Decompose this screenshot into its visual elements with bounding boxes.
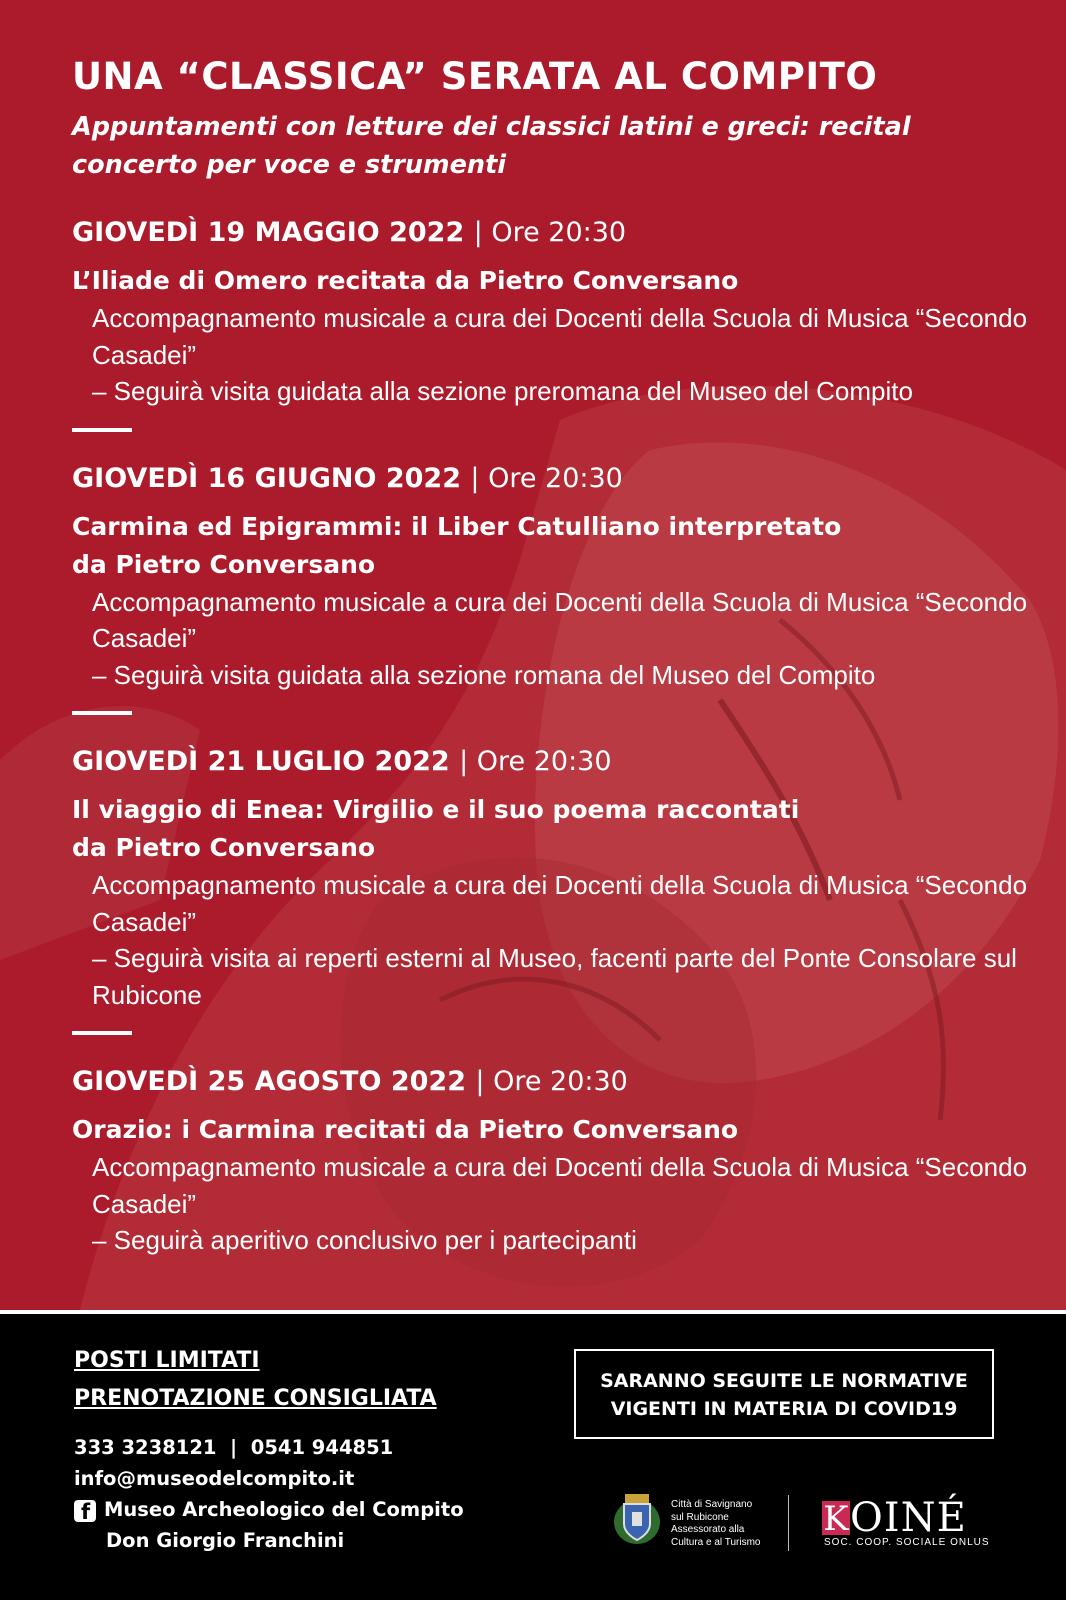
event-accompaniment: Accompagnamento musicale a cura dei Docenti della Scuola di Musica “Secondo Casadei” (92, 1152, 1028, 1219)
event-accompaniment: Accompagnamento musicale a cura dei Docenti della Scuola di Musica “Secondo Casadei” (92, 586, 1028, 653)
covid-notice-line-1: SARANNO SEGUITE LE NORMATIVE (600, 1370, 968, 1392)
facebook-page-name[interactable]: Museo Archeologico del Compito (104, 1498, 464, 1521)
divider-line (0, 1310, 1066, 1314)
poster-content (72, 52, 1032, 1259)
logo-divider (788, 1495, 789, 1551)
event-title: Carmina ed Epigrammi: il Liber Catulliano interpretato da Pietro Conversano (72, 511, 842, 579)
event-title: L’Iliade di Omero recitata da Pietro Conversano (72, 266, 739, 295)
comune-text-block (671, 1499, 760, 1549)
booking-recommended-text: PRENOTAZIONE CONSIGLIATA (74, 1386, 437, 1411)
facebook-icon: f (74, 1500, 96, 1522)
event-time: | Ore 20:30 (470, 462, 623, 494)
email-link[interactable]: info@museodelcompito.it (74, 1467, 355, 1490)
event-title: Il viaggio di Enea: Virgilio e il suo poema raccontati da Pietro Conversano (72, 795, 800, 862)
covid-notice-line-2: VIGENTI IN MATERIA DI COVID19 (610, 1398, 958, 1420)
event-date-line (72, 1063, 1032, 1101)
event-separator (72, 711, 132, 715)
event-2 (72, 460, 1032, 716)
event-date-line (72, 743, 1032, 781)
event-time: | Ore 20:30 (475, 1066, 628, 1097)
event-visit-note: – Seguirà visita ai reperti esterni al Museo, facenti parte del Ponte Consolare sul Rubicone (92, 943, 1017, 1010)
event-visit-note: – Seguirà visita guidata alla sezione romana del Museo del Compito (92, 659, 876, 690)
event-date: GIOVEDÌ 21 LUGLIO 2022 (72, 746, 450, 777)
phone-numbers[interactable]: 333 3238121 | 0541 944851 (74, 1436, 394, 1459)
event-accompaniment: Accompagnamento musicale a cura dei Docenti della Scuola di Musica “Secondo Casadei” (92, 870, 1028, 937)
limited-seats-text: POSTI LIMITATI (74, 1348, 260, 1373)
event-description (92, 1149, 1032, 1259)
comune-text-line: sul Rubicone (671, 1511, 729, 1523)
event-date: GIOVEDÌ 16 GIUGNO 2022 (72, 462, 461, 494)
event-date-line (72, 214, 1032, 252)
comune-text-line: Cultura e al Turismo (671, 1536, 761, 1548)
event-visit-note: – Seguirà aperitivo conclusivo per i partecipanti (92, 1225, 637, 1255)
facebook-page-subname: Don Giorgio Franchini (106, 1529, 345, 1552)
koine-logo-word: OINÉ (850, 1495, 967, 1541)
event-separator (72, 428, 132, 432)
event-accompaniment: Accompagnamento musicale a cura dei Docenti della Scuola di Musica “Secondo Casadei” (92, 303, 1028, 370)
event-time: | Ore 20:30 (459, 746, 612, 777)
koine-logo-k: K (823, 1499, 849, 1539)
event-separator (72, 1031, 132, 1035)
event-time: | Ore 20:30 (473, 217, 627, 248)
covid-notice-box (574, 1349, 994, 1439)
poster-subtitle: Appuntamenti con letture dei classici latini e greci: recital concerto per voce e strumenti (72, 112, 911, 180)
event-title: Orazio: i Carmina recitati da Pietro Conversano (72, 1115, 739, 1144)
event-3 (72, 743, 1032, 1035)
event-4 (72, 1063, 1032, 1259)
event-visit-note: – Seguirà visita guidata alla sezione preromana del Museo del Compito (92, 376, 913, 406)
comune-crest-icon (612, 1488, 662, 1548)
event-description (92, 584, 1032, 694)
comune-text-line: Città di Savignano (671, 1499, 753, 1510)
event-date-line (72, 460, 1032, 498)
comune-text-line: Assessorato alla (671, 1524, 745, 1535)
event-description (92, 300, 1032, 410)
poster-title: UNA “CLASSICA” SERATA AL COMPITO (72, 55, 878, 98)
koine-logo-subtitle: SOC. COOP. SOCIALE ONLUS (824, 1537, 990, 1548)
event-date: GIOVEDÌ 19 MAGGIO 2022 (72, 217, 465, 248)
event-1 (72, 214, 1032, 432)
event-description (92, 867, 1032, 1013)
event-date: GIOVEDÌ 25 AGOSTO 2022 (72, 1066, 466, 1097)
